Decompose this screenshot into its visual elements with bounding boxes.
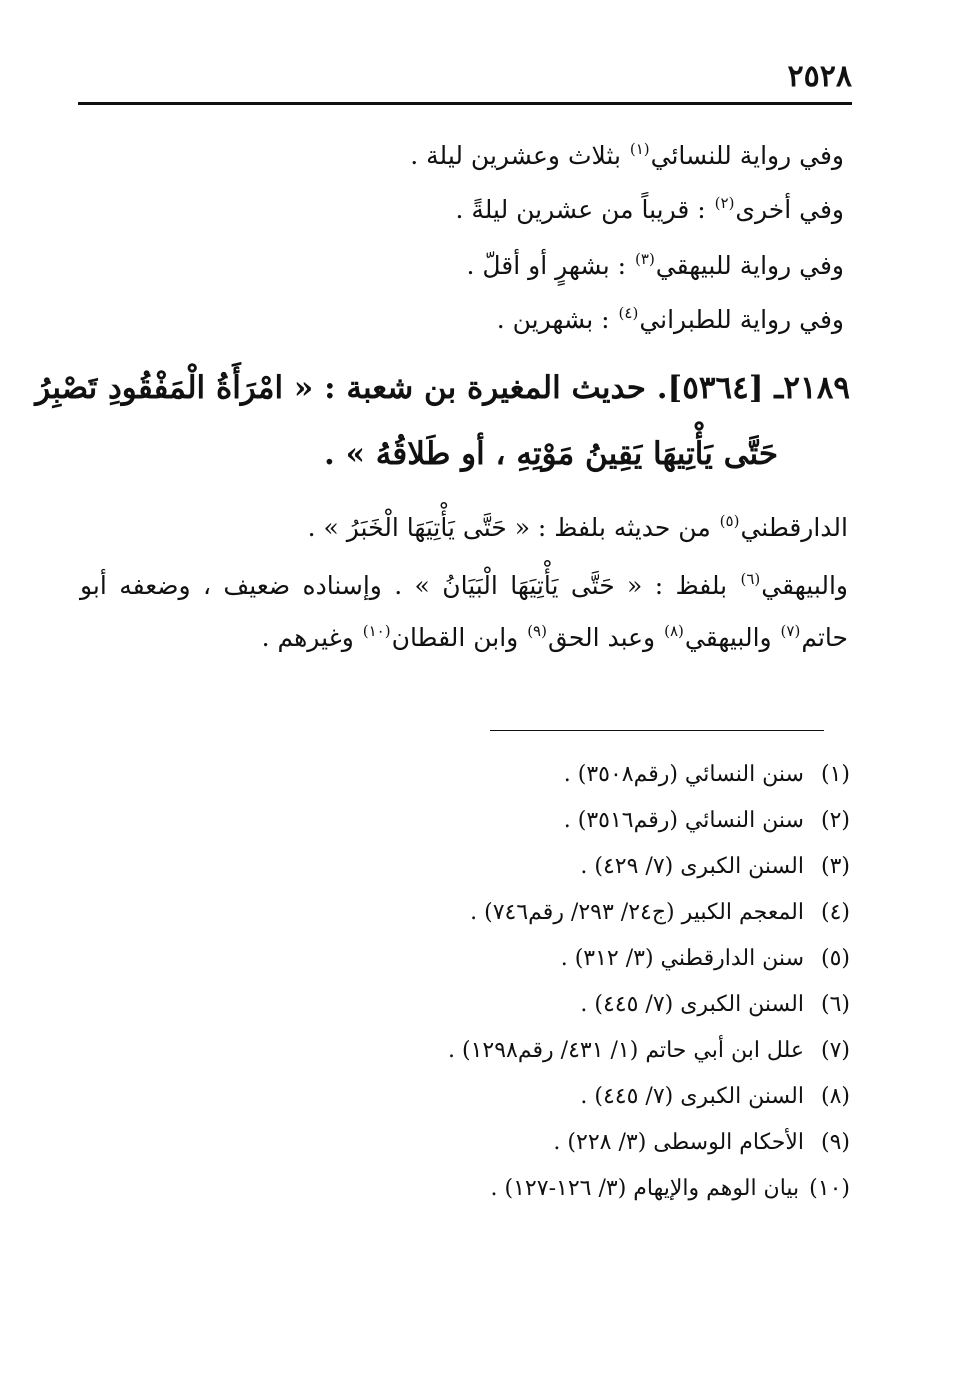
footnote-number: (٥) (820, 946, 850, 971)
footnote-number: (٦) (820, 992, 850, 1017)
footnote-item-4 (448, 890, 850, 936)
commentary-para-1-text-a: الدارقطني (740, 513, 848, 542)
page-number: ٢٥٢٨ (787, 59, 852, 94)
commentary-para-1 (308, 512, 848, 543)
body-line-1-text-b: بثلاث وعشرين ليلة . (410, 141, 629, 170)
footnote-separator (490, 730, 824, 731)
commentary-para-2-line-1-text-a: والبيهقي (761, 571, 848, 600)
footnote-text: سنن الدارقطني (٣/ ٣١٢) . (560, 946, 804, 971)
footnote-ref-6[interactable]: (٦) (740, 570, 761, 588)
footnote-text: السنن الكبرى (٧/ ٤٢٩) . (580, 854, 804, 879)
commentary-para-2-line-2-seg-1: حاتم (801, 623, 848, 652)
footnote-item-5 (448, 936, 850, 982)
footnote-ref-7[interactable]: (٧) (780, 622, 801, 640)
body-line-1-text-a: وفي رواية للنسائي (650, 141, 844, 170)
commentary-para-2-line-1 (80, 570, 848, 601)
footnote-text: بيان الوهم والإيهام (٣/ ١٢٦-١٢٧) . (490, 1176, 800, 1201)
body-line-3-text-a: وفي رواية للبيهقي (655, 251, 844, 280)
footnote-number: (٩) (820, 1130, 850, 1155)
commentary-para-1-text-b: من حديثه بلفظ : « حَتَّى يَأْتِيَهَا الْخَبَرُ » . (307, 513, 719, 542)
commentary-para-2-line-2-seg-5: وغيرهم . (261, 623, 362, 652)
commentary-para-2-line-2-seg-4: وابن القطان (391, 623, 527, 652)
footnote-text: السنن الكبرى (٧/ ٤٤٥) . (580, 1084, 804, 1109)
commentary-para-2-line-2-seg-3: وعبد الحق (547, 623, 664, 652)
footnote-text: السنن الكبرى (٧/ ٤٤٥) . (580, 992, 804, 1017)
footnote-item-2 (448, 798, 850, 844)
footnote-ref-4[interactable]: (٤) (618, 304, 639, 322)
footnote-ref-10[interactable]: (١٠) (362, 622, 391, 640)
footnote-text: المعجم الكبير (ج٢٤/ ٢٩٣/ رقم٧٤٦) . (470, 900, 804, 925)
commentary-para-2-line-2 (262, 622, 848, 653)
footnote-ref-1[interactable]: (١) (629, 140, 650, 158)
footnote-number: (١) (820, 762, 850, 787)
footnote-text: علل ابن أبي حاتم (١/ ٤٣١/ رقم١٢٩٨) . (448, 1038, 804, 1063)
body-line-4-text-b: : بشهرين . (496, 305, 618, 334)
footnote-number: (٢) (820, 808, 850, 833)
body-line-3-text-b: : بشهرٍ أو أقلّ . (466, 251, 635, 280)
footnote-item-8 (448, 1074, 850, 1120)
footnote-item-1 (448, 752, 850, 798)
header-rule (78, 102, 852, 105)
footnote-ref-5[interactable]: (٥) (719, 512, 740, 530)
hadith-line-2: حَتَّى يَأْتِيهَا يَقِينُ مَوْتِهِ ، أو طَلاقُهُ » . (324, 436, 778, 472)
body-line-4 (497, 304, 844, 335)
body-line-1 (410, 140, 844, 171)
footnote-list (448, 752, 850, 1212)
footnote-number: (٣) (820, 854, 850, 879)
footnote-ref-3[interactable]: (٣) (635, 250, 655, 268)
commentary-para-2-line-1-text-b: بلفظ : « حَتَّى يَأْتِيَهَا الْبَيَانُ » . وإسناده ضعيف ، وضعفه أبو (80, 571, 740, 600)
footnote-item-7 (448, 1028, 850, 1074)
commentary-para-2-line-2-seg-2: والبيهقي (684, 623, 780, 652)
body-line-2 (455, 194, 844, 225)
body-line-3 (466, 250, 844, 281)
footnote-item-10 (448, 1166, 850, 1212)
footnote-item-3 (448, 844, 850, 890)
body-line-4-text-a: وفي رواية للطبراني (639, 305, 844, 334)
footnote-item-6 (448, 982, 850, 1028)
body-line-2-text-a: وفي أخرى (735, 195, 844, 224)
footnote-number: (٤) (820, 900, 850, 925)
footnote-text: سنن النسائي (رقم٣٥١٦) . (563, 808, 804, 833)
hadith-line-1: ٢١٨٩ـ [٥٣٦٤]. حديث المغيرة بن شعبة : « امْرَأَةُ الْمَفْقُودِ تَصْبِرُ (35, 370, 850, 406)
footnote-number: (٨) (820, 1084, 850, 1109)
footnote-item-9 (448, 1120, 850, 1166)
footnote-text: الأحكام الوسطى (٣/ ٢٢٨) . (553, 1130, 804, 1155)
body-line-2-text-b: : قريباً من عشرين ليلةً . (455, 195, 714, 224)
footnote-number: (٧) (820, 1038, 850, 1063)
footnote-ref-9[interactable]: (٩) (527, 622, 547, 640)
footnote-number: (١٠) (809, 1176, 850, 1201)
footnote-ref-2[interactable]: (٢) (714, 194, 735, 212)
footnote-text: سنن النسائي (رقم٣٥٠٨) . (563, 762, 804, 787)
footnote-ref-8[interactable]: (٨) (664, 622, 684, 640)
